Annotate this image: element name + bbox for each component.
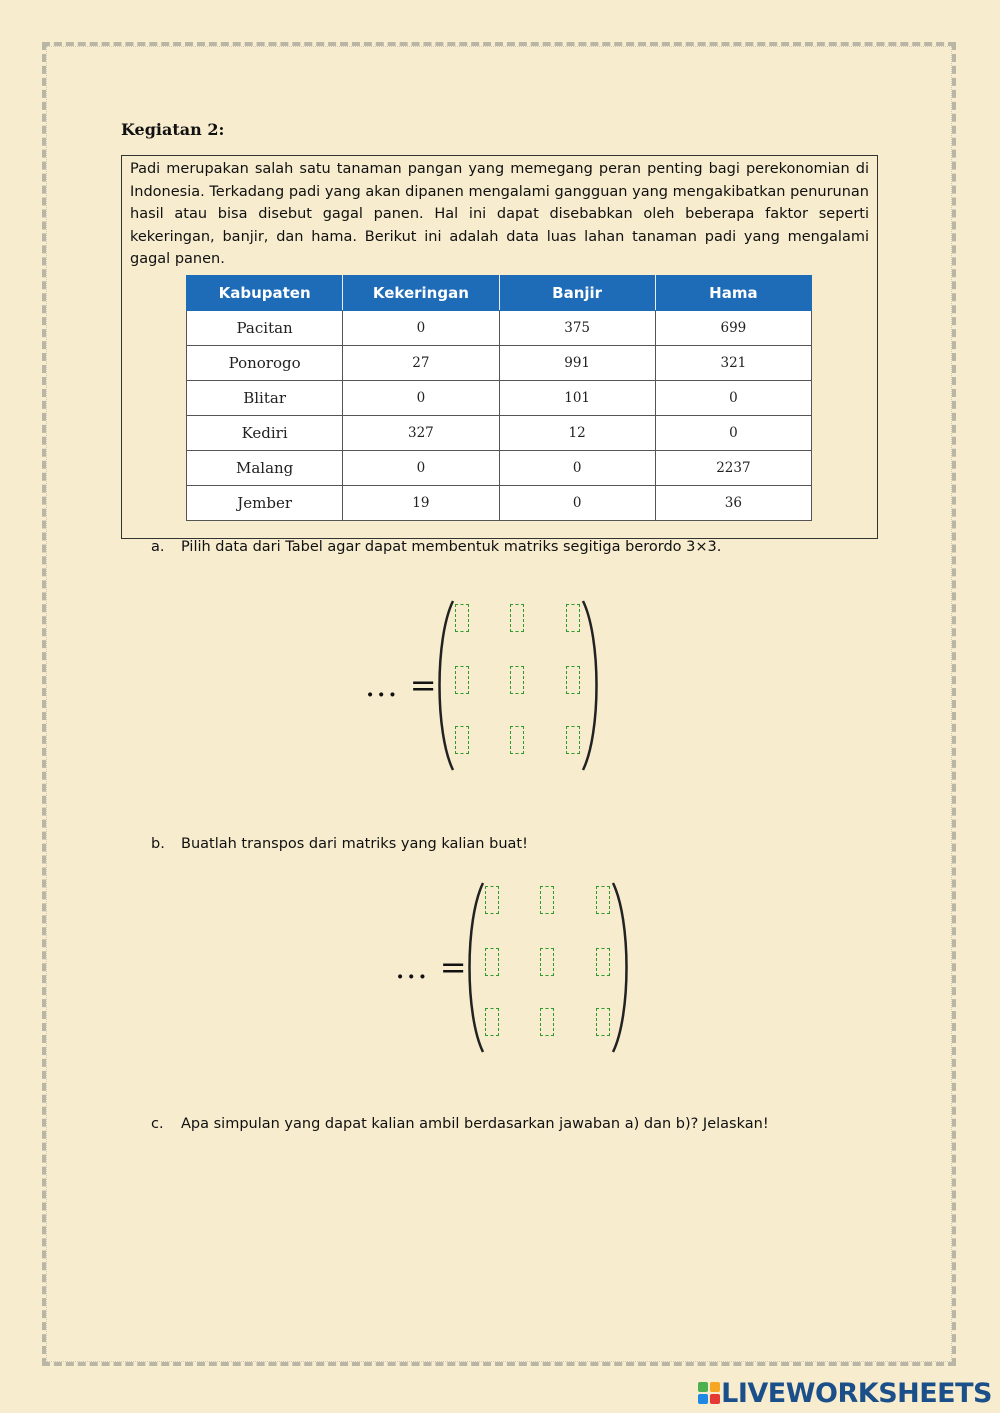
matrix-a-left-paren (433, 598, 457, 773)
table-row (187, 486, 812, 521)
cell-hama: 321 (655, 346, 811, 381)
cell-banjir: 0 (499, 451, 655, 486)
cell-hama: 2237 (655, 451, 811, 486)
cell-kabupaten: Ponorogo (187, 346, 343, 381)
matrix-b-cell-3-3[interactable] (596, 1008, 610, 1036)
cell-kekeringan: 0 (343, 381, 499, 416)
cell-kabupaten: Jember (187, 486, 343, 521)
liveworksheets-logo (697, 1378, 992, 1408)
cell-banjir: 0 (499, 486, 655, 521)
liveworksheets-logo-text: LIVEWORKSHEETS (721, 1377, 992, 1409)
table-row (187, 346, 812, 381)
cell-kabupaten: Malang (187, 451, 343, 486)
cell-kekeringan: 327 (343, 416, 499, 451)
matrix-a-cell-2-2[interactable] (510, 666, 524, 694)
cell-hama: 0 (655, 416, 811, 451)
matrix-b-right-paren (609, 880, 633, 1055)
cell-kekeringan: 19 (343, 486, 499, 521)
matrix-b-lhs: ... = (395, 948, 468, 986)
matrix-b-cell-3-1[interactable] (485, 1008, 499, 1036)
table-row (187, 311, 812, 346)
activity-heading: Kegiatan 2: (121, 120, 225, 139)
matrix-b-cell-3-2[interactable] (540, 1008, 554, 1036)
cell-banjir: 991 (499, 346, 655, 381)
matrix-a-cell-1-2[interactable] (510, 604, 524, 632)
matrix-b-cell-2-1[interactable] (485, 948, 499, 976)
matrix-a-cell-3-3[interactable] (566, 726, 580, 754)
column-header-hama: Hama (655, 276, 811, 311)
cell-kabupaten: Blitar (187, 381, 343, 416)
question-a-label: a. (151, 539, 165, 555)
matrix-a-lhs: ... = (365, 666, 438, 704)
cell-kekeringan: 0 (343, 311, 499, 346)
cell-kabupaten: Kediri (187, 416, 343, 451)
matrix-b-cell-2-3[interactable] (596, 948, 610, 976)
cell-banjir: 12 (499, 416, 655, 451)
matrix-b-cell-1-2[interactable] (540, 886, 554, 914)
liveworksheets-logo-icon (697, 1381, 721, 1405)
matrix-a-cell-3-2[interactable] (510, 726, 524, 754)
question-b-text: Buatlah transpos dari matriks yang kalian buat! (181, 836, 528, 852)
cell-hama: 36 (655, 486, 811, 521)
cell-kekeringan: 27 (343, 346, 499, 381)
table-row (187, 381, 812, 416)
question-c (151, 1116, 769, 1132)
table-header-row (187, 276, 812, 311)
crop-failure-table (186, 275, 812, 521)
question-c-text: Apa simpulan yang dapat kalian ambil berdasarkan jawaban a) dan b)? Jelaskan! (181, 1116, 769, 1132)
matrix-b-left-paren (463, 880, 487, 1055)
cell-banjir: 375 (499, 311, 655, 346)
question-a-text: Pilih data dari Tabel agar dapat membentuk matriks segitiga berordo 3×3. (181, 539, 722, 555)
table-row (187, 416, 812, 451)
cell-hama: 699 (655, 311, 811, 346)
matrix-a-cell-1-3[interactable] (566, 604, 580, 632)
question-c-label: c. (151, 1116, 164, 1132)
question-b (151, 836, 528, 852)
matrix-a-cell-2-1[interactable] (455, 666, 469, 694)
cell-kabupaten: Pacitan (187, 311, 343, 346)
column-header-kabupaten: Kabupaten (187, 276, 343, 311)
matrix-b-cell-1-1[interactable] (485, 886, 499, 914)
column-header-banjir: Banjir (499, 276, 655, 311)
intro-paragraph: Padi merupakan salah satu tanaman pangan yang memegang peran penting bagi perekonomian di Indonesia. Terkadang padi yang akan dipanen mengalami gangguan yang mengakibatkan penurunan hasil atau bisa disebut gagal panen. Hal ini dapat disebabkan oleh beberapa faktor seperti kekeringan, banjir, dan hama. Berikut ini adalah data luas lahan tanaman padi yang mengalami gagal panen. (130, 161, 869, 267)
cell-banjir: 101 (499, 381, 655, 416)
column-header-kekeringan: Kekeringan (343, 276, 499, 311)
cell-kekeringan: 0 (343, 451, 499, 486)
matrix-b-cell-2-2[interactable] (540, 948, 554, 976)
matrix-b-cell-1-3[interactable] (596, 886, 610, 914)
matrix-a-cell-3-1[interactable] (455, 726, 469, 754)
matrix-b (395, 880, 655, 1055)
matrix-a-cell-1-1[interactable] (455, 604, 469, 632)
table-row (187, 451, 812, 486)
question-a (151, 539, 721, 555)
matrix-a-right-paren (579, 598, 603, 773)
matrix-a (365, 598, 625, 773)
matrix-a-cell-2-3[interactable] (566, 666, 580, 694)
cell-hama: 0 (655, 381, 811, 416)
question-b-label: b. (151, 836, 165, 852)
